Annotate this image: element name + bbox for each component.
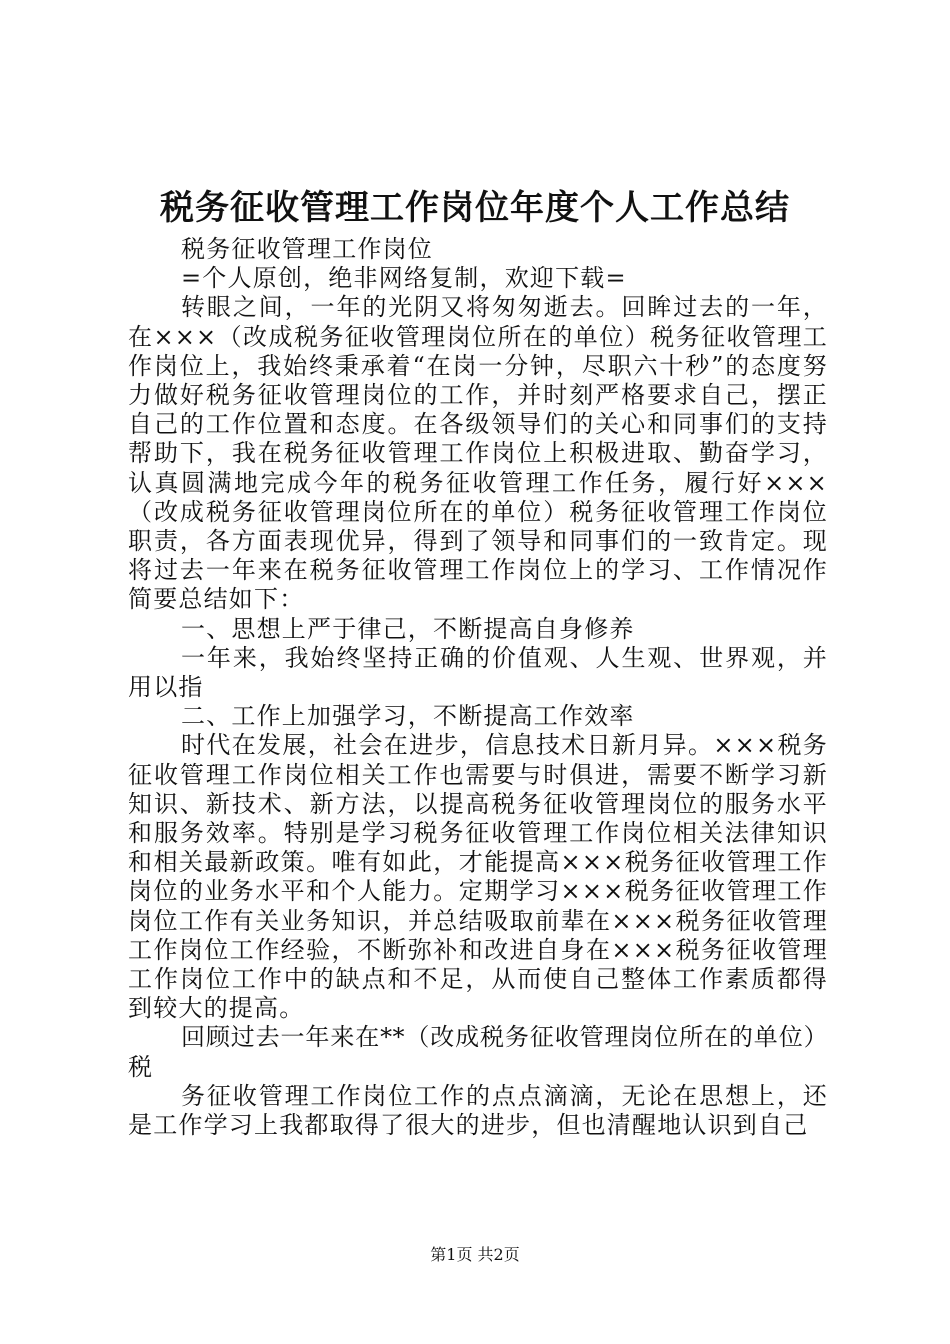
- paragraph-original-notice: =个人原创，绝非网络复制，欢迎下载=: [181, 264, 627, 293]
- paragraph-review: 回顾过去一年来在**（改成税务征收管理岗位所在的单位）税: [128, 1023, 828, 1081]
- paragraph-subtitle: 税务征收管理工作岗位: [181, 235, 433, 263]
- document-title: 税务征收管理工作岗位年度个人工作总结: [160, 188, 790, 228]
- section-heading-1: 一、思想上严于律己，不断提高自身修养: [181, 614, 635, 643]
- section-heading-2: 二、工作上加强学习，不断提高工作效率: [181, 702, 635, 731]
- paragraph-review-continued: 务征收管理工作岗位工作的点点滴滴，无论在思想上，还是工作学习上我都取得了很大的进步，但也清醒地认识到自己: [128, 1081, 828, 1140]
- paragraph-section-1: 一年来，我始终坚持正确的价值观、人生观、世界观，并用以指: [128, 643, 828, 702]
- page-footer: 第1页 共2页: [430, 1245, 520, 1264]
- paragraph-section-2: 时代在发展，社会在进步，信息技术日新月异。×××税务征收管理工作岗位相关工作也需要与时俱进，需要不断学习新知识、新技术、新方法，以提高税务征收管理岗位的服务水平和服务效率。特别是学习税务征收管理工作岗位相关法律知识和相关最新政策。唯有如此，才能提高×××税务征收管理工作岗位的业务水平和个人能力。定期学习×××税务征收管理工作岗位工作有关业务知识，并总结吸取前辈在×××税务征收管理工作岗位工作经验，不断弥补和改进自身在×××税务征收管理工作岗位工作中的缺点和不足，从而使自己整体工作素质都得到较大的提高。: [128, 731, 828, 1023]
- paragraph-intro: 转眼之间，一年的光阴又将匆匆逝去。回眸过去的一年，在×××（改成税务征收管理岗位所在的单位）税务征收管理工作岗位上，我始终秉承着“在岗一分钟，尽职六十秒”的态度努力做好税务征收管理岗位的工作，并时刻严格要求自己，摆正自己的工作位置和态度。在各级领导们的关心和同事们的支持帮助下，我在税务征收管理工作岗位上积极进取、勤奋学习，认真圆满地完成今年的税务征收管理工作任务，履行好×××（改成税务征收管理岗位所在的单位）税务征收管理工作岗位职责，各方面表现优异，得到了领导和同事们的一致肯定。现将过去一年来在税务征收管理工作岗位上的学习、工作情况作简要总结如下：: [128, 293, 828, 614]
- document-body: [128, 235, 828, 1140]
